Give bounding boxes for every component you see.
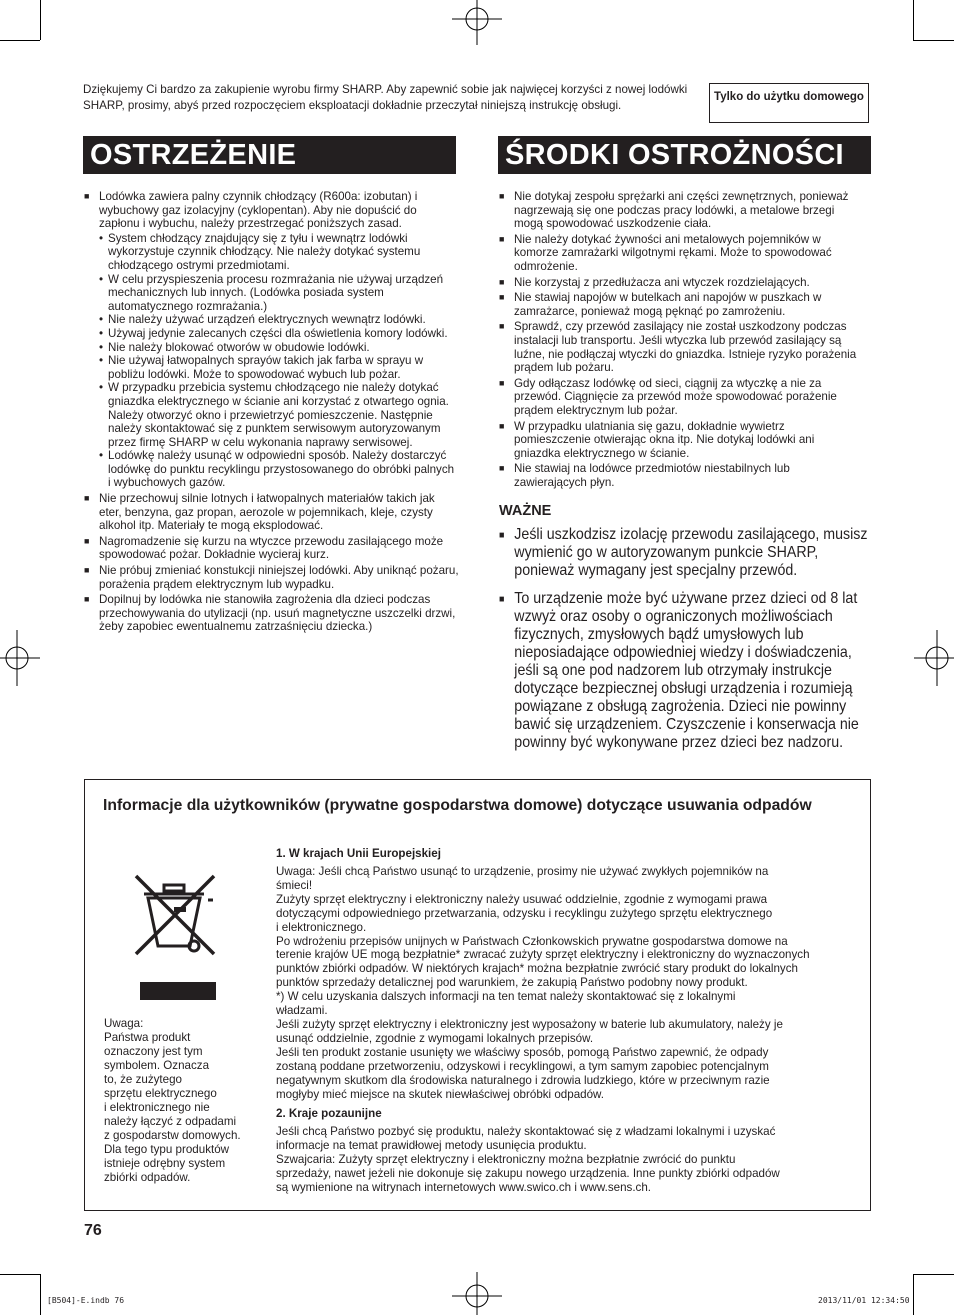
- warning-subitem: • Używaj jedynie zalecanych części dla oświetlenia komory lodówki.: [99, 327, 459, 341]
- note-line: to, że zużytego: [104, 1073, 182, 1086]
- warning-subitem: • Nie należy blokować otworów w obudowie lodówki.: [99, 341, 459, 355]
- precautions-list: [499, 190, 859, 491]
- note-line: sprzętu elektrycznego: [104, 1087, 217, 1100]
- important-item: ■ Jeśli uszkodzisz izolację przewodu zasilającego, musisz wymienić go w autoryzowanym punkcie SHARP, ponieważ wymagany jest specjalny przewód.: [499, 526, 871, 580]
- note-line: zbiórki odpadów.: [104, 1171, 191, 1184]
- eu-line: Po wdrożeniu przepisów unijnych w Państwach Członkowskich prywatne gospodarstwa domowe na: [276, 934, 788, 948]
- eu-line: Jeśli zużyty sprzęt elektryczny i elektroniczny jest wyposażony w baterie lub akumulatory, należy je: [276, 1017, 783, 1031]
- page-number: 76: [84, 1222, 102, 1239]
- warning-list: [84, 190, 459, 636]
- precautions-title: ŚRODKI OSTROŻNOŚCI: [498, 136, 871, 174]
- important-item: ■ To urządzenie może być używane przez dzieci od 8 lat wzwyż oraz osoby o ograniczonych możliwościach fizycznych, zmysłowych bądź umysłowych lub nieposiadające odpowiedniej wiedzy i doświadczenia, jeśli są one pod nadzorem lub otrzymały instrukcje dotyczące bezpiecznej obsługi urządzenia i rozumieją powiązane z obsługą zagrożenia. Dzieci nie powinny bawić się urządzeniem. Czyszczenie i konserwacja nie powinny być wykonywane przez dzieci bez nadzoru.: [499, 590, 871, 752]
- precaution-item: ■ W przypadku ulatniania się gazu, dokładnie wywietrz pomieszczenie otwierając okna itp. Nie dotykaj lodówki ani gniazdka elektrycznego w ścianie.: [499, 420, 859, 461]
- note-line: symbolem. Oznacza: [104, 1059, 210, 1072]
- registration-mark-right: [914, 630, 954, 686]
- intro-text: Dziękujemy Ci bardzo za zakupienie wyrobu firmy SHARP. Aby zapewnić sobie jak najwięcej korzyści z nowej lodówki SHARP, prosimy, abyś przed rozpoczęciem eksploatacji dokładnie przeczytał niniejszą instrukcję obsługi.: [83, 83, 688, 112]
- non-eu-line: Szwajcaria: Zużyty sprzęt elektryczny i elektroniczny można bezpłatnie zwrócić do punktu: [276, 1152, 736, 1166]
- footer-timestamp: 2013/11/01 12:34:50: [818, 1296, 910, 1305]
- registration-mark-top: [452, 0, 502, 45]
- precaution-item: ■ Nie stawiaj napojów w butelkach ani napojów w puszkach w zamrażarce, ponieważ mogą pęknąć po zamrożeniu.: [499, 291, 859, 318]
- eu-line: usunąć oddzielnie, zgodnie z wymogami lokalnych przepisów.: [276, 1031, 594, 1045]
- warning-sublist: [99, 232, 459, 490]
- precaution-item: ■ Gdy odłączasz lodówkę od sieci, ciągnij za wtyczkę a nie za przewód. Ciągnięcie za przewód może spowodować porażenie prądem elektrycznym lub pożar.: [499, 377, 859, 418]
- crop-mark: [40, 0, 41, 40]
- precaution-item: ■ Sprawdź, czy przewód zasilający nie został uszkodzony podczas instalacji lub transportu. Jeśli wtyczka lub przewód zasilający są luźne, nie podłączaj wtyczki do gniazdka. Istnieje ryzyko porażenia prądem lub pożaru.: [499, 320, 859, 374]
- precaution-item: ■ Nie stawiaj na lodówce przedmiotów niestabilnych lub zawierających płyn.: [499, 462, 859, 489]
- crop-mark: [0, 1274, 40, 1275]
- eu-line: i elektronicznego.: [276, 920, 367, 934]
- warning-item: ■ Nie próbuj zmieniać konstukcji niniejszej lodówki. Aby uniknąć pożaru, porażenia prądem elektrycznym lub wypadku.: [84, 564, 459, 591]
- non-eu-text: [276, 1125, 860, 1195]
- warning-subitem: • W celu przyspieszenia procesu rozmrażania nie używaj urządzeń mechanicznych lub innych. (Lodówka posiada system automatycznego rozmrażania.): [99, 273, 459, 314]
- important-heading: WAŻNE: [499, 503, 552, 519]
- note-line: Uwaga:: [104, 1017, 144, 1030]
- disposal-note: [104, 1017, 264, 1185]
- eu-line: Zużyty sprzęt elektryczny i elektroniczny należy usuwać oddzielnie, zgodnie z wymogami prawa: [276, 892, 768, 906]
- note-line: Państwa produkt: [104, 1031, 191, 1044]
- eu-text: [276, 865, 860, 1101]
- eu-line: Uwaga: Jeśli chcą Państwo usunąć to urządzenie, prosimy nie używać zwykłych pojemników na: [276, 865, 769, 878]
- warning-subitem: • Lodówkę należy usunąć w odpowiedni sposób. Należy dostarczyć lodówkę do punktu recyklingu przystosowanego do obróbki palnych i wybuchowych gazów.: [99, 449, 459, 490]
- warning-subitem: • W przypadku przebicia systemu chłodzącego nie należy dotykać gniazdka elektrycznego w ścianie ani korzystać z otwartego ognia. Należy otworzyć okno i przewietrzyć pomieszczenie. Następnie należy skontaktować się z punktem serwisowym autoryzowanym przez firmę SHARP w celu wykonania naprawy serwisowej.: [99, 381, 459, 449]
- precaution-item: ■ Nie należy dotykać żywności ani metalowych pojemników w komorze zamrażarki wilgotnymi rękami. Może to spowodować odmrożenie.: [499, 233, 859, 274]
- note-line: Dla tego typu produktów: [104, 1143, 230, 1156]
- precaution-item: ■ Nie dotykaj zespołu sprężarki ani części zewnętrznych, ponieważ nagrzewają się one podczas pracy lodówki, a metalowe brzegi mogą spowodować uszkodzenie ciała.: [499, 190, 859, 231]
- note-line: i elektronicznego nie: [104, 1101, 210, 1114]
- crop-mark: [913, 1274, 914, 1315]
- crop-mark: [913, 40, 954, 41]
- registration-mark-left: [0, 630, 40, 686]
- eu-line: Jeśli ten produkt zostanie usunięty we właściwy sposób, pomogą Państwo zapewnić, że odpady: [276, 1045, 769, 1059]
- non-eu-line: informacje na temat prawidłowej metody usunięcia produktu.: [276, 1138, 587, 1152]
- eu-line: dotyczącymi odpowiedniego przetwarzania, odzysku i recyklingu zużytego sprzętu elektrycznego: [276, 906, 773, 920]
- non-eu-heading: 2. Kraje pozaunijne: [276, 1107, 382, 1120]
- eu-line: punktów sprzedaży detalicznej pod warunkiem, że zakupią Państwo podobny nowy produkt.: [276, 976, 748, 990]
- non-eu-line: są wymienione na witrynach internetowych www.swico.ch i www.sens.ch.: [276, 1180, 652, 1194]
- eu-line: zostaną poddane przetworzeniu, odzyskowi i recyklingowi, a tym samym zapobiec potencjalnym: [276, 1059, 769, 1073]
- home-use-badge: Tylko do użytku domowego: [709, 83, 869, 123]
- note-line: istnieje odrębny system: [104, 1157, 226, 1170]
- warning-subitem: • System chłodzący znajdujący się z tyłu i wewnątrz lodówki wykorzystuje czynnik chłodzący. Nie należy dotykać systemu chłodzącego ostrymi przedmiotami.: [99, 232, 459, 273]
- crossed-bin-icon: [128, 870, 224, 1002]
- warning-item: ■ Nie przechowuj silnie lotnych i łatwopalnych materiałów takich jak eter, benzyna, gaz propan, aerozole w pojemnikach, kleje, czysty alkohol itp. Materiały te mogą eksplodować.: [84, 492, 459, 533]
- warning-subitem: • Nie używaj łatwopalnych sprayów takich jak farba w sprayu w pobliżu lodówki. Może to spowodować wybuch lub pożar.: [99, 354, 459, 381]
- registration-mark-bottom: [452, 1272, 502, 1315]
- eu-line: punktów zbiórki odpadów. W niektórych krajach* można bezpłatnie zwrócić stary produkt do lokalnych: [276, 962, 798, 976]
- warning-item: ■ Dopilnuj by lodówka nie stanowiła zagrożenia dla dzieci podczas przechowywania do utylizacji (np. usuń magnetyczne uszczelki drzwi, żeby zapobiec ewentualnemu zatrzaśnięciu dziecka.): [84, 593, 459, 634]
- warning-item: [84, 190, 459, 490]
- eu-heading: 1. W krajach Unii Europejskiej: [276, 847, 441, 860]
- eu-line: władzami.: [276, 1004, 328, 1018]
- disposal-title: Informacje dla użytkowników (prywatne gospodarstwa domowe) dotyczące usuwania odpadów: [103, 797, 812, 814]
- non-eu-line: Jeśli chcą Państwo pozbyć się produktu, należy skontaktować się z władzami lokalnymi i uzyskać: [276, 1125, 776, 1138]
- footer-file: [B504]-E.indb 76: [47, 1296, 125, 1305]
- warning-title: OSTRZEŻENIE: [83, 136, 456, 174]
- crop-mark: [913, 0, 914, 40]
- warning-subitem: • Nie należy używać urządzeń elektrycznych wewnątrz lodówki.: [99, 313, 459, 327]
- non-eu-line: sprzedaży, nawet jeżeli nie dokonuje się zakupu nowego urządzenia. Inne punkty zbiórki odpadów: [276, 1166, 780, 1180]
- precaution-item: ■ Nie korzystaj z przedłużacza ani wtyczek rozdzielających.: [499, 276, 859, 290]
- warning-item: ■ Nagromadzenie się kurzu na wtyczce przewodu zasilającego może spowodować pożar. Dokładnie wycieraj kurz.: [84, 535, 459, 562]
- eu-line: terenie krajów UE mogą bezpłatnie* zwracać zużyty sprzęt elektryczny i elektroniczny do wyznaczonych: [276, 948, 810, 962]
- eu-line: śmieci!: [276, 878, 313, 892]
- warning-item-text: Lodówka zawiera palny czynnik chłodzący (R600a: izobutan) i wybuchowy gaz izolacyjny (cyklopentan). Aby nie dopuścić do zapłonu i wybuchu, należy przestrzegać poniższych zasad.: [99, 190, 418, 231]
- crop-mark: [40, 1274, 41, 1315]
- note-line: oznaczony jest tym: [104, 1045, 203, 1058]
- eu-line: mogłyby mieć miejsce na skutek niewłaściwej obróbki odpadów.: [276, 1087, 604, 1101]
- crop-mark: [913, 1274, 954, 1275]
- eu-line: *) W celu uzyskania dalszych informacji na ten temat należy skontaktować się z lokalnymi: [276, 990, 736, 1004]
- note-line: z gospodarstw domowych.: [104, 1129, 241, 1142]
- crop-mark: [0, 40, 40, 41]
- important-list: [499, 526, 871, 762]
- note-line: należy łączyć z odpadami: [104, 1115, 237, 1128]
- eu-line: negatywnym skutkom dla środowiska naturalnego i zdrowia ludzkiego, które w przeciwnym razie: [276, 1073, 770, 1087]
